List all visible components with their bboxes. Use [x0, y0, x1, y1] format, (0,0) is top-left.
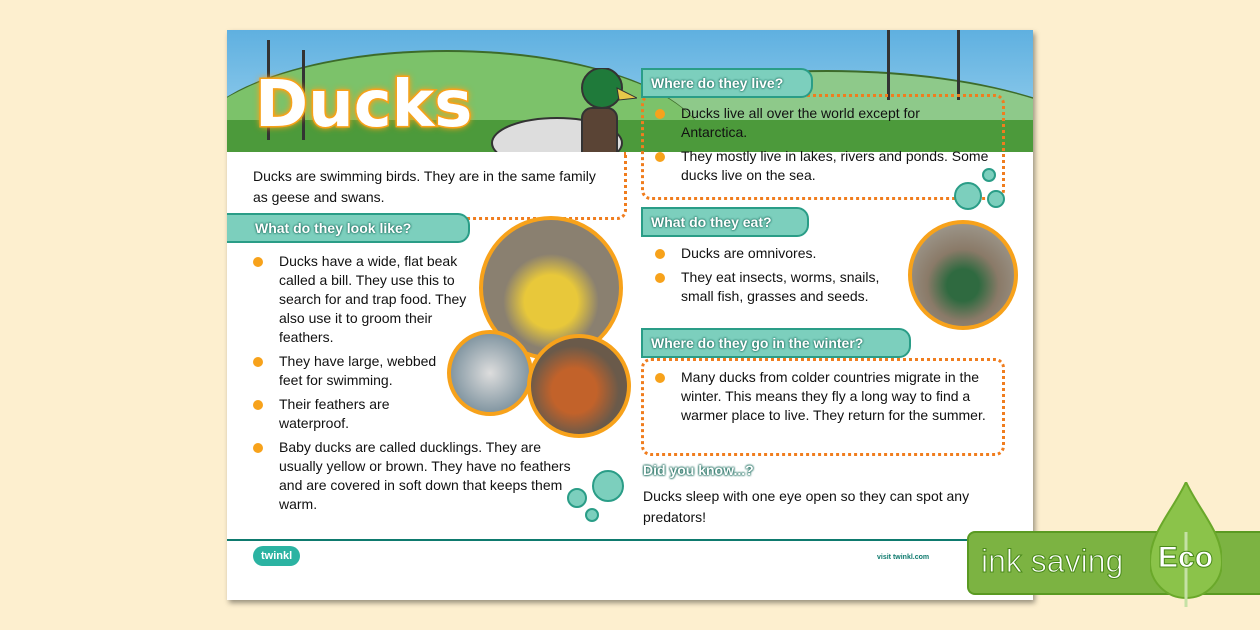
page-title: Ducks: [255, 68, 473, 142]
did-you-know-heading: Did you know...?: [643, 462, 754, 478]
list-item: Baby ducks are called ducklings. They are usually yellow or brown. They have no feathers and are covered in soft down that keeps them warm.: [253, 438, 573, 514]
winter-list: [655, 368, 995, 430]
twinkl-logo: twinkl: [253, 546, 300, 566]
footer-divider: [227, 539, 1033, 541]
mallard-duck-illustration: [487, 68, 637, 152]
shelduck-photo: [527, 334, 631, 438]
bubble-decoration: [592, 470, 624, 502]
eat-list: [655, 244, 905, 311]
list-item: They mostly live in lakes, rivers and ponds. Some ducks live on the sea.: [655, 147, 995, 185]
heading-live: Where do they live?: [641, 68, 813, 98]
heading-winter: Where do they go in the winter?: [641, 328, 911, 358]
bubble-decoration: [954, 182, 982, 210]
eco-label: Eco: [1158, 541, 1214, 574]
bubble-decoration: [987, 190, 1005, 208]
bubble-decoration: [567, 488, 587, 508]
bubble-decoration: [982, 168, 996, 182]
live-list: [655, 104, 995, 190]
poster: [227, 30, 1033, 600]
heading-eat: What do they eat?: [641, 207, 809, 237]
list-item: They eat insects, worms, snails, small fish, grasses and seeds.: [655, 268, 905, 306]
bubble-decoration: [585, 508, 599, 522]
list-item: They have large, webbed feet for swimming.: [253, 352, 443, 390]
list-item: Ducks are omnivores.: [655, 244, 905, 263]
list-item: Ducks live all over the world except for Antarctica.: [655, 104, 955, 142]
list-item: Many ducks from colder countries migrate in the winter. This means they fly a long way to find a warmer place to live. They return for the summer.: [655, 368, 995, 425]
intro-text: Ducks are swimming birds. They are in the same family as geese and swans.: [227, 152, 627, 220]
white-ducks-photo: [447, 330, 533, 416]
did-you-know-text: Ducks sleep with one eye open so they can spot any predators!: [643, 488, 970, 525]
list-item: Their feathers are waterproof.: [253, 395, 443, 433]
mallards-photo: [908, 220, 1018, 330]
ink-saving-label: ink saving: [981, 543, 1124, 579]
heading-look: What do they look like?: [227, 213, 470, 243]
visit-link[interactable]: visit twinkl.com: [877, 554, 930, 561]
list-item: Ducks have a wide, flat beak called a bill. They use this to search for and trap food. They also use it to groom their feathers.: [253, 252, 483, 347]
